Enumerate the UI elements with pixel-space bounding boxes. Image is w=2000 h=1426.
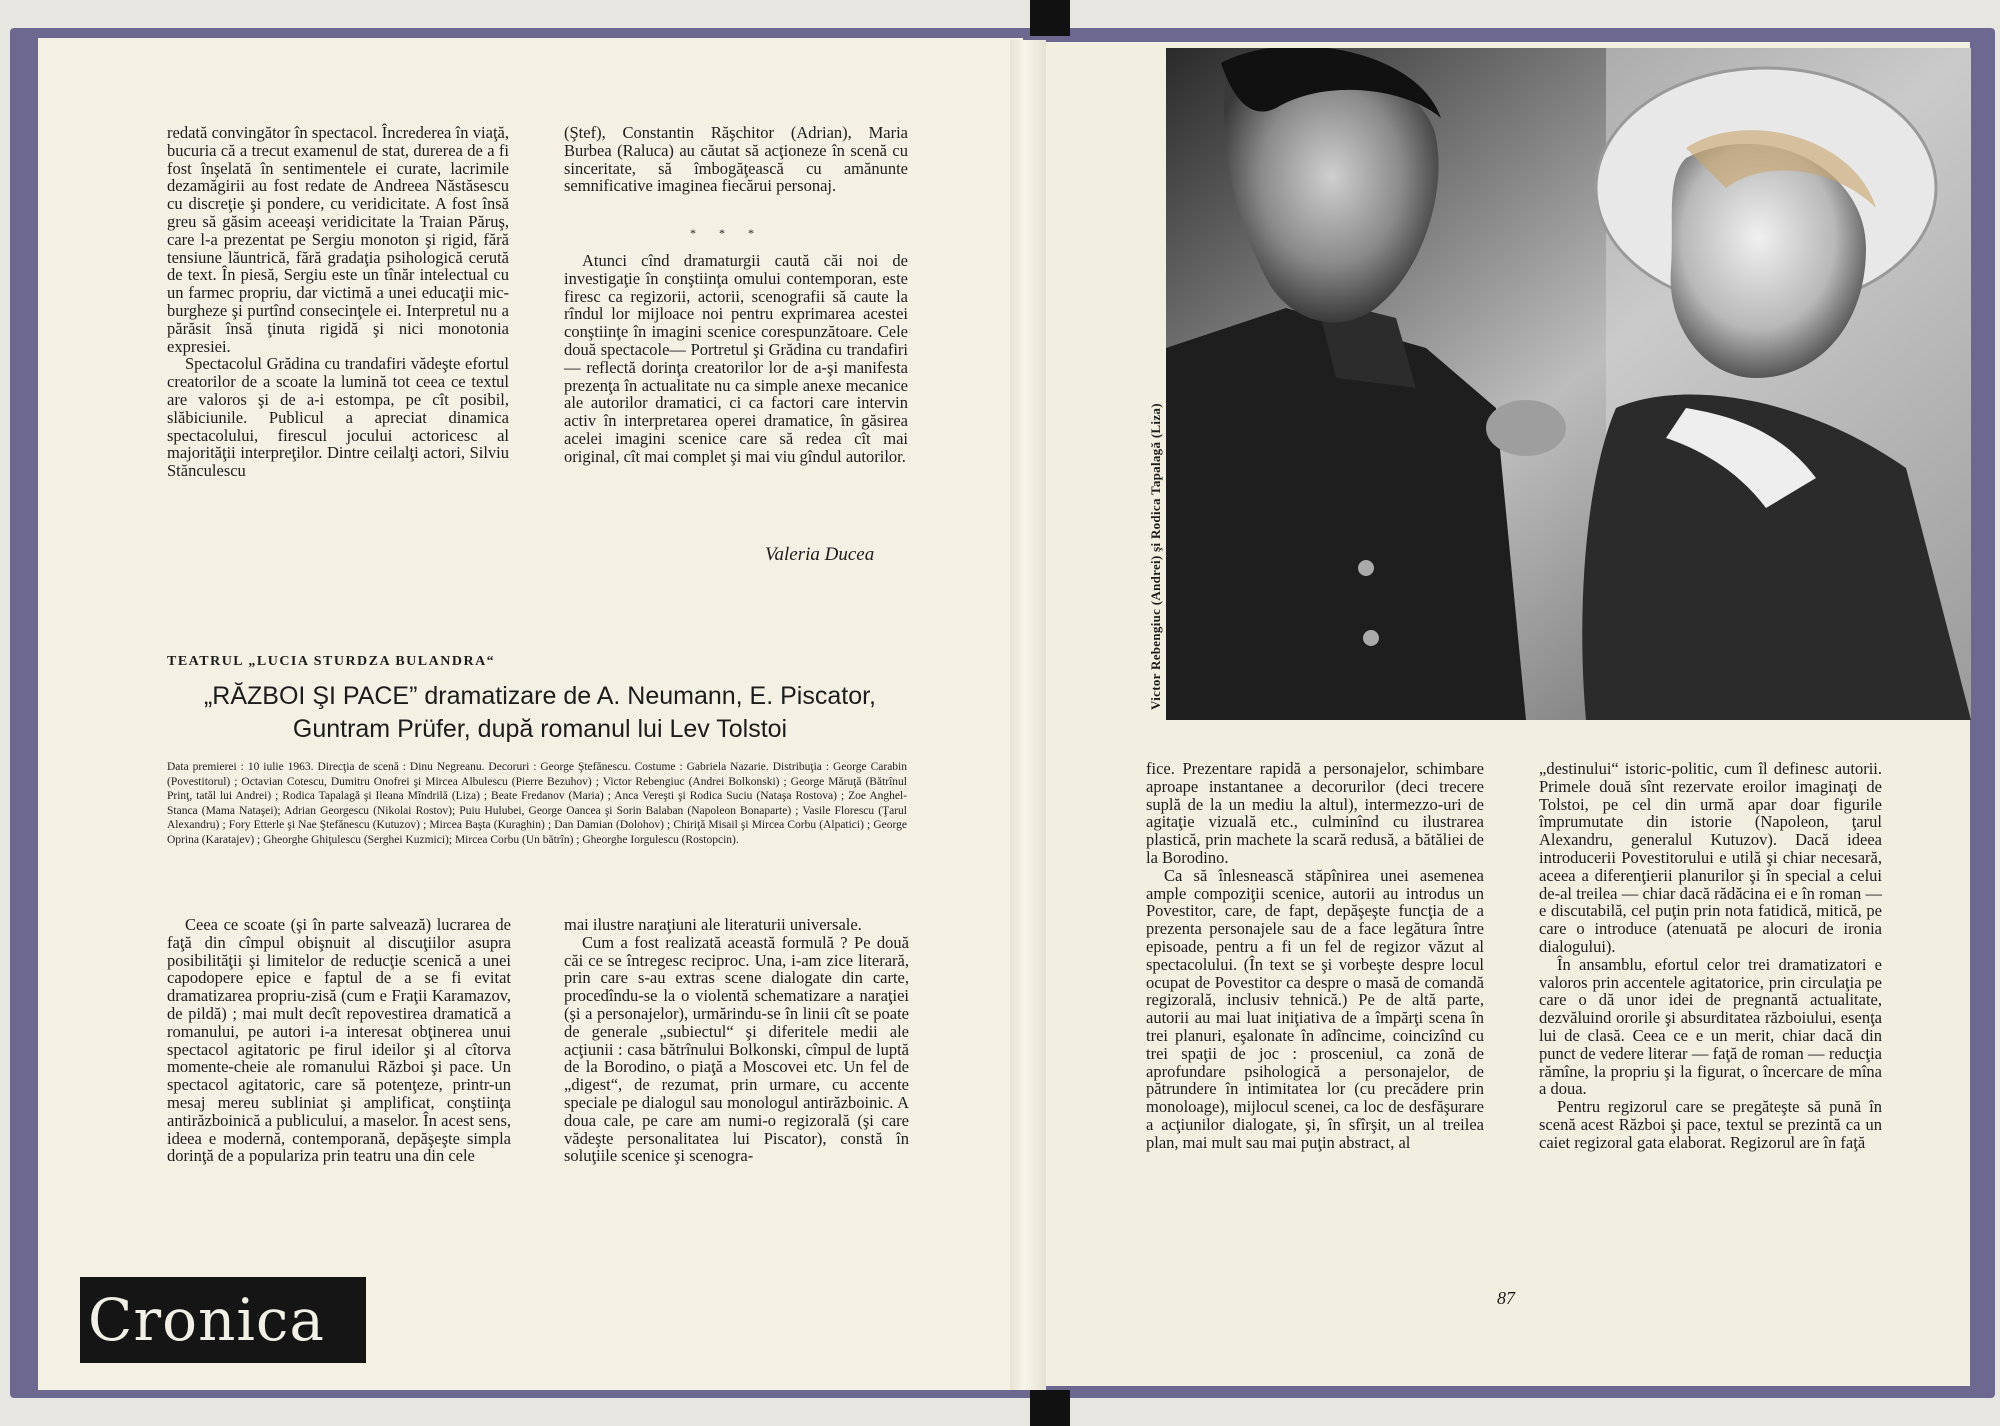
column-2 — [564, 124, 908, 195]
scan-edge-top — [1030, 0, 1070, 36]
column-6 — [1539, 760, 1882, 1152]
paragraph: redată convingător în spectacol. Încrederea în viaţă, bucuria că a trecut examenul de stat, durerea de a fi fost înşelată în sentimentele ei curate, lacrimile dezamăgirii au fost redate de Andreea Năstăsescu cu discreţie şi pondere, cu veridicitate. A fost însă greu să găsim aceeaşi veridicitate la Traian Păruş, care l-a prezentat pe Sergiu monoton şi rigid, fără tensiune lăuntrică, fără gradaţia psihologică cerută de text. În piesă, Sergiu este un tînăr intelectual cu un farmec propriu, dar victimă a unei educaţii mic-burgheze şi purtînd consecinţele ei. Interpretul nu a părăsit însă ţinuta rigidă şi nici monotonia expresiei. — [167, 123, 509, 356]
paragraph: Cum a fost realizată această formulă ? Pe două căi ce se întregesc reciproc. Una, i-am zice literară, prin care s-au extras scene dialogate din carte, procedîndu-se la o violentă schematizare a naraţiei (şi a personajelor), urmărindu-se în linii cît se poate de generale „subiectul“ şi diferitele medii ale acţiunii : casa bătrînului Bolkonski, cîmpul de luptă de la Borodino, o piaţă a Moscovei etc. Un fel de „digest“, de rezumat, prin urmare, cu accente speciale pe dialogul sau monologul antirăzboinic. A doua cale, pe care am numi-o regizorală (şi care vădeşte personalitatea lui Piscator), constă în soluţiile scenice şi scenogra- — [564, 932, 909, 1166]
title-line-1: „RĂZBOI ŞI PACE” dramatizare de A. Neumann, E. Piscator, — [203, 682, 876, 710]
section-logo-cronica: Cronica — [80, 1277, 366, 1363]
paragraph: Ca să înlesnească stăpînirea unei asemenea ample compoziţii scenice, autorii au introdus un Povestitor, care, de fapt, depăşeşte funcţia de a prezenta personajele sau de a face legătura între episoade, pentru a fi un fel de regizor văzut al spectacolului. (În text se şi vorbeşte despre locul ocupat de Povestitor ca despre o masă de comandă regizorală, inclusiv tehnică.) Pe de altă parte, autorii au mai luat iniţiativa de a împărţi scena în trei planuri, eşalonate în adîncime, coincizînd cu trei spaţii de joc : prosceniul, ca zonă de aprofundare psihologică a personajelor, de pătrundere în intimitatea lor (cu precădere prin monoloage), mijlocul scenei, ca loc de desfăşurare a acţiunilor dialogate, şi, în sfîrşit, un al treilea plan, mai mult sau mai puţin abstract, al — [1146, 865, 1484, 1152]
book-gutter — [1010, 40, 1046, 1390]
column-1 — [167, 124, 509, 480]
paragraph: mai ilustre naraţiuni ale literaturii universale. — [564, 915, 862, 934]
paragraph: Pentru regizorul care se pregăteşte să pună în scenă acest Război şi pace, textul se prezintă ca un caiet regizoral gata elaborat. Regizorul are în faţă — [1539, 1097, 1882, 1152]
photo-caption: Victor Rebengiuc (Andrei) şi Rodica Tapalagă (Liza) — [1148, 403, 1163, 710]
theatre-heading: TEATRUL „LUCIA STURDZA BULANDRA“ — [167, 654, 496, 669]
author-signature: Valeria Ducea — [765, 544, 875, 565]
paragraph: Atunci cînd dramaturgii caută căi noi de investigaţie în conştiinţa omului contemporan, este firesc ca regizorii, actorii, scenografii să caute la rîndul lor mijloace noi pentru exprimarea acestei conştiinţe în imagini scenice corespunzătoare. Cele două spectacole— Portretul şi Grădina cu trandafiri — reflectă dorinţa creatorilor lor de a-şi manifesta prezenţa în actualitate nu ca simple anexe mecanice ale autorilor dramatici, ci ca factori care intervin activ în interpretarea operei dramatice, în găsirea acelei imagini scenice care să redea cît mai original, cît mai complet şi mai viu gîndul autorilor. — [564, 251, 908, 466]
section-separator: * * * — [690, 226, 764, 240]
article-title — [160, 680, 920, 746]
column-2b — [564, 252, 908, 466]
paragraph: Ceea ce scoate (şi în parte salvează) lucrarea de faţă din cîmpul obişnuit al discuţiilor asupra posibilităţii şi limitelor de reducţie scenică a unei capodopere epice e faptul de a se fi evitat dramatizarea propriu-zisă (cum e Fraţii Karamazov, de pildă) ; mai mult decît repovestirea dramatică a romanului, pe autori i-a interesat obţinerea unui spectacol agitatoric pe firul ideilor şi al cîtorva momente-cheie ale romanului Război şi pace. Un spectacol agitatoric, care să potenţeze, printr-un mesaj mereu subliniat şi amplificat, conştiinţa antirăzboinică a publicului, a maselor. În acest sens, ideea e modernă, contemporană, depăşeşte simpla dorinţă de a populariza prin teatru una din cele — [167, 915, 511, 1166]
paragraph: (Ştef), Constantin Răşchitor (Adrian), Maria Burbea (Raluca) au căutat să acţioneze în scenă cu sinceritate, să îmbogăţească cu amănunte semnificative imaginea fiecărui personaj. — [564, 123, 908, 196]
page-number: 87 — [1497, 1288, 1515, 1308]
paragraph: În ansamblu, efortul celor trei dramatizatori e valoros prin accentele agitatorice, prin circulaţia pe care o dă unor idei de pregnantă actualitate, dezvăluind ororile şi absurditatea războiului, esenţa lui de clasă. Ceea ce e un merit, chiar dacă din punct de vedere literar — faţă de roman — reducţia rămîne, la propriu şi la figurat, o încercare de mîna a doua. — [1539, 954, 1882, 1099]
photo-illustration — [1166, 48, 1971, 720]
paragraph: „destinului“ istoric-politic, cum îl definesc autorii. Primele două sînt rezervate eroilor imaginaţi de Tolstoi, pe cel din urmă apar doar figurile împrumutate din istorie (Napoleon, ţarul Alexandru, generalul Kutuzov). Dacă ideea introducerii Povestitorului e utilă şi chiar necesară, aceea a diferenţierii planurilor şi în special a celui de-al treilea — chiar dacă rădăcina ei e în roman — e discutabilă, cel puţin prin nota fatidică, mitică, pe care o introduce (atenuată pe alocuri de ironia dialogului). — [1539, 759, 1882, 956]
production-credits: Data premierei : 10 iulie 1963. Direcţia de scenă : Dinu Negreanu. Decoruri : George Ştefănescu. Costume : Gabriela Nazarie. Distribuţia : George Carabin (Povestitorul) ; Octavian Cotescu, Dumitru Onofrei şi Mircea Albulescu (Pierre Bezuhov) ; Victor Rebengiuc (Andrei Bolkonski) ; George Măruţă (Bătrînul Prinţ, tatăl lui Andrei) ; Rodica Tapalagă şi Ileana Mîndrilă (Liza) ; Beate Fredanov (Maria) ; Anca Vereşti şi Rodica Suciu (Nataşa Rostova) ; Zoe Anghel-Stanca (Mama Nataşei); Adrian Georgescu (Nikolai Rostov); Puiu Hulubei, George Oancea şi Sorin Balaban (Napoleon Bonaparte) ; Vasile Florescu (Ţarul Alexandru) ; Fory Etterle şi Nae Ştefănescu (Kutuzov) ; Mircea Başta (Kuraghin) ; Dan Damian (Dolohov) ; Chiriţă Misail şi Mircea Corbu (Alpatici) ; George Oprina (Karatajev) ; Gheorghe Ghiţulescu (Serghei Kuzmici); Mircea Corbu (Un bătrîn) ; Gheorghe Iorgulescu (Rostopcin). — [167, 761, 907, 846]
paragraph: Spectacolul Grădina cu trandafiri vădeşte efortul creatorilor de a scoate la lumină tot ceea ce textul are valoros şi de a-i estompa, pe cît posibil, slăbiciunile. Publicul a apreciat dinamica spectacolului, firescul jocului actoricesc al majorităţii interpreţilor. Dintre ceilalţi actori, Silviu Stănculescu — [167, 354, 509, 481]
column-4 — [564, 916, 909, 1165]
paragraph: fice. Prezentare rapidă a personajelor, schimbare aproape instantanee a decorurilor (deci trecere suplă de la un mediu la altul), intermezzo-uri de agitaţie vizuală etc., culminînd cu ilustrarea plastică, prin machete la scară redusă, a bătăliei de la Borodino. — [1146, 759, 1484, 867]
column-3 — [167, 916, 511, 1165]
title-line-2: Guntram Prüfer, după romanul lui Lev Tolstoi — [292, 715, 788, 743]
column-5 — [1146, 760, 1484, 1152]
production-photo — [1166, 48, 1971, 720]
scan-edge-bottom — [1030, 1390, 1070, 1426]
